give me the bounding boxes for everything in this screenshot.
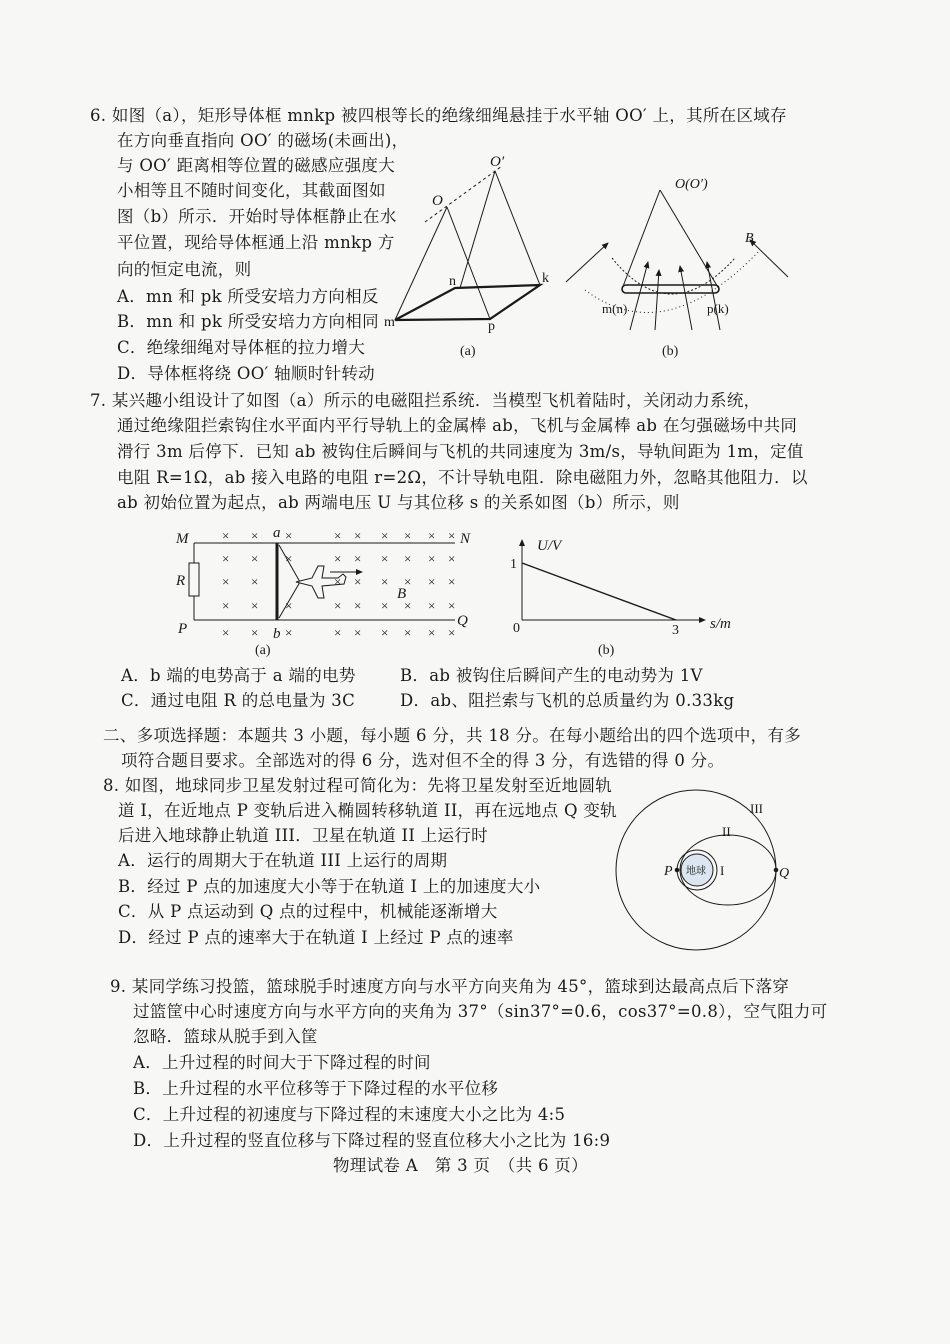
- q7-option-c: C．通过电阻 R 的总电量为 3C: [121, 691, 356, 710]
- field-cross: ×: [404, 625, 412, 640]
- q9-option-d: D．上升过程的竖直位移与下降过程的竖直位移大小之比为 16:9: [133, 1131, 611, 1150]
- q7-stem-line: 通过绝缘阻拦索钩住水平面内平行导轨上的金属棒 ab，飞机与金属棒 ab 在匀强磁场中共同: [117, 416, 798, 435]
- field-cross: ×: [404, 574, 412, 589]
- field-cross: ×: [334, 528, 342, 543]
- q6-option-d: D．导体框将绕 OO′ 轴顺时针转动: [117, 364, 375, 383]
- q6-stem-line: 6. 如图（a），矩形导体框 mnkp 被四根等长的绝缘细绳悬挂于水平轴 OO′ 上，其所在区域存: [90, 106, 787, 125]
- q8-option-d: D．经过 P 点的速率大于在轨道 I 上经过 P 点的速率: [118, 928, 514, 947]
- q7-figure-b: [510, 538, 731, 658]
- q7-figure-a: [175, 525, 471, 658]
- field-cross: ×: [428, 574, 436, 589]
- field-cross: ×: [222, 625, 230, 640]
- earth-label: 地球: [686, 866, 706, 877]
- field-cross: ×: [381, 574, 389, 589]
- q9-stem-line: 过篮筐中心时速度方向与水平方向的夹角为 37°（sin37°=0.6，cos37°=0.8），空气阻力可: [133, 1002, 828, 1021]
- field-cross: ×: [251, 551, 259, 566]
- field-cross: ×: [222, 598, 230, 613]
- label-orbit-iii: III: [750, 801, 763, 816]
- label-orbit-i: I: [720, 863, 725, 878]
- field-cross: ×: [404, 598, 412, 613]
- section-heading: 项符合题目要求。全部选对的得 6 分，选对但不全的得 3 分，有选错的得 0 分。: [121, 751, 725, 770]
- label-o-o-prime: O(O′): [675, 177, 708, 192]
- label-n: N: [460, 531, 471, 547]
- q6-option-b: B．mn 和 pk 所受安培力方向相同: [117, 312, 379, 331]
- frame-section: [622, 285, 719, 293]
- field-cross: ×: [222, 574, 230, 589]
- label-b-field: B: [745, 231, 754, 246]
- conductor-frame: [395, 285, 540, 320]
- q8-stem-line: 道 I，在近地点 P 变轨后进入椭圆转移轨道 II，再在远地点 Q 变轨: [118, 801, 617, 820]
- q7-stem-line: ab 初始位置为起点，ab 两端电压 U 与其位移 s 的关系如图（b）所示，则: [117, 493, 680, 512]
- q9-option-c: C．上升过程的初速度与下降过程的末速度大小之比为 4:5: [133, 1105, 566, 1124]
- q8-stem-line: 后进入地球静止轨道 III．卫星在轨道 II 上运行时: [118, 826, 488, 845]
- label-r: R: [176, 573, 186, 589]
- q6-stem-line: 图（b）所示．开始时导体框静止在水: [117, 207, 397, 226]
- q9-stem-line: 忽略．篮球从脱手到入筐: [133, 1027, 318, 1046]
- q7-stem-line: 电阻 R=1Ω，ab 接入电路的电阻 r=2Ω，不计导轨电阻．除电磁阻力外，忽略其他阻力．以: [117, 468, 808, 487]
- q6-stem-line: 向的恒定电流，则: [117, 260, 252, 279]
- caption-b: (b): [662, 344, 679, 359]
- field-cross: ×: [354, 528, 362, 543]
- field-cross: ×: [251, 574, 259, 589]
- field-cross: ×: [334, 574, 342, 589]
- field-cross: ×: [285, 528, 293, 543]
- field-cross: ×: [428, 551, 436, 566]
- label-m: M: [176, 531, 189, 547]
- caption-b: (b): [598, 643, 615, 658]
- q8-option-c: C．从 P 点运动到 Q 点的过程中，机械能逐渐增大: [118, 902, 498, 921]
- q9-option-b: B．上升过程的水平位移等于下降过程的水平位移: [133, 1079, 499, 1098]
- field-cross: ×: [354, 625, 362, 640]
- q6-stem-line: 在方向垂直指向 OO′ 的磁场(未画出)，: [117, 131, 409, 150]
- label-o: O: [432, 193, 443, 209]
- q9-option-a: A．上升过程的时间大于下降过程的时间: [133, 1053, 431, 1072]
- q7-option-a: A．b 端的电势高于 a 端的电势: [121, 666, 356, 685]
- field-cross: ×: [251, 528, 259, 543]
- q7-option-d: D．ab、阻拦索与飞机的总质量约为 0.33kg: [400, 691, 735, 710]
- label-q: Q: [779, 866, 790, 881]
- q7-stem-line: 7. 某兴趣小组设计了如图（a）所示的电磁阻拦系统．当模型飞机着陆时，关闭动力系统，: [90, 391, 761, 410]
- q6-stem-line: 与 OO′ 距离相等位置的磁感应强度大: [117, 156, 395, 175]
- label-k: k: [542, 271, 549, 286]
- field-cross: ×: [381, 551, 389, 566]
- field-cross: ×: [404, 528, 412, 543]
- label-b-field: B: [397, 586, 407, 602]
- field-cross: ×: [334, 598, 342, 613]
- field-cross: ×: [428, 625, 436, 640]
- label-m: m: [384, 315, 395, 330]
- label-b: b: [273, 626, 281, 642]
- q6-figure-a: [384, 154, 549, 359]
- field-cross: ×: [251, 625, 259, 640]
- q8-orbit-figure: [616, 790, 789, 950]
- label-n: n: [449, 274, 456, 289]
- section-heading: 二、多项选择题：本题共 3 小题，每小题 6 分，共 18 分。在每小题给出的四个选项中，有多: [103, 726, 802, 745]
- q6-option-c: C．绝缘细绳对导体框的拉力增大: [117, 338, 366, 357]
- field-cross: ×: [381, 598, 389, 613]
- field-cross: ×: [448, 625, 456, 640]
- q6-stem-line: 平位置，现给导体框通上沿 mnkp 方: [117, 233, 395, 252]
- q7-stem-line: 滑行 3m 后停下．已知 ab 被钩住后瞬间与飞机的共同速度为 3m/s，导轨间距为 1m，定值: [117, 442, 804, 461]
- page-footer: 物理试卷 A 第 3 页 （共 6 页）: [333, 1156, 588, 1175]
- field-cross: ×: [222, 551, 230, 566]
- field-cross: ×: [354, 598, 362, 613]
- field-cross: ×: [334, 625, 342, 640]
- x-tick: 3: [672, 623, 679, 638]
- label-p: p: [488, 319, 495, 334]
- x-axis-label: s/m: [710, 616, 731, 632]
- origin-label: 0: [513, 621, 520, 636]
- field-cross: ×: [354, 574, 362, 589]
- q6-option-a: A．mn 和 pk 所受安培力方向相反: [117, 287, 379, 306]
- field-cross: ×: [448, 528, 456, 543]
- field-cross: ×: [222, 528, 230, 543]
- field-cross: ×: [285, 598, 293, 613]
- field-cross: ×: [381, 528, 389, 543]
- field-cross: ×: [381, 625, 389, 640]
- field-cross: ×: [285, 551, 293, 566]
- q8-stem-line: 8. 如图，地球同步卫星发射过程可简化为：先将卫星发射至近地圆轨: [103, 776, 613, 795]
- y-tick: 1: [510, 557, 517, 572]
- caption-a: (a): [460, 344, 476, 359]
- field-cross: ×: [285, 625, 293, 640]
- field-cross: ×: [428, 528, 436, 543]
- label-p: P: [178, 621, 188, 637]
- field-cross: ×: [354, 551, 362, 566]
- q7-option-b: B．ab 被钩住后瞬间产生的电动势为 1V: [400, 666, 703, 685]
- field-cross: ×: [251, 598, 259, 613]
- label-o-prime: O′: [490, 154, 505, 170]
- magnetic-field-crosses: [222, 528, 455, 640]
- q8-option-a: A．运行的周期大于在轨道 III 上运行的周期: [118, 851, 448, 870]
- q6-figure-b: [566, 177, 788, 359]
- caption-a: (a): [255, 643, 271, 658]
- field-cross: ×: [404, 551, 412, 566]
- label-m-n: m(n): [602, 301, 628, 316]
- label-p: P: [664, 864, 673, 879]
- u-s-line: [522, 563, 676, 620]
- label-orbit-ii: II: [722, 824, 731, 839]
- field-cross: ×: [448, 551, 456, 566]
- y-axis-label: U/V: [537, 538, 562, 554]
- label-p-k: p(k): [707, 301, 729, 316]
- q9-stem-line: 9. 某同学练习投篮，篮球脱手时速度方向与水平方向夹角为 45°，篮球到达最高点后下落穿: [110, 977, 790, 996]
- label-a: a: [273, 525, 281, 541]
- label-q: Q: [457, 613, 468, 629]
- field-cross: ×: [428, 598, 436, 613]
- field-cross: ×: [334, 551, 342, 566]
- q8-option-b: B．经过 P 点的加速度大小等于在轨道 I 上的加速度大小: [118, 877, 541, 896]
- resistor-r: [189, 563, 199, 596]
- q6-stem-line: 小相等且不随时间变化，其截面图如: [117, 181, 386, 200]
- field-cross: ×: [448, 598, 456, 613]
- field-cross: ×: [448, 574, 456, 589]
